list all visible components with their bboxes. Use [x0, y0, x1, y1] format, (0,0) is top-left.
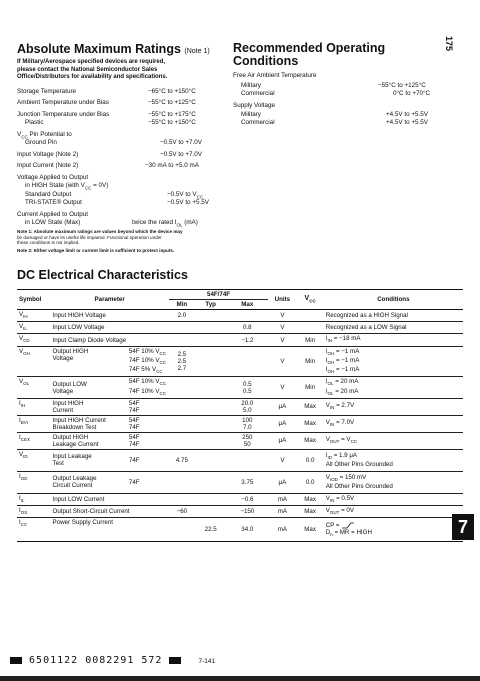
rating-label: Input Current (Note 2) [17, 162, 79, 169]
p: Test [52, 460, 64, 468]
c: = 20 mA [333, 378, 359, 386]
v: 7.0 [243, 423, 252, 431]
sym: I [19, 472, 21, 480]
rec-label: Military [241, 82, 261, 89]
param-cell: Input Clamp Diode Voltage [51, 334, 169, 346]
v: 0.5 [243, 380, 252, 388]
abs-ratings-list [17, 0, 232, 300]
f-sub: CC [159, 390, 167, 396]
max-cell: −1.2 [226, 334, 268, 346]
dc-title: DC Electrical Characteristics [17, 268, 188, 282]
family-cell [127, 415, 169, 432]
page-number: 175 [444, 36, 454, 52]
ls-sub: OL [176, 222, 183, 228]
rating-value: −0.5V to +7.0V [160, 151, 203, 158]
symbol-cell [17, 493, 51, 505]
cond-cell [324, 506, 463, 518]
param-cell: Input HIGH Voltage [51, 310, 169, 322]
p: Input Leakage [52, 453, 92, 461]
section-tab: 7 [452, 514, 474, 540]
vcc-sub: CC [21, 134, 28, 140]
c: V [325, 402, 330, 410]
min-cell [169, 346, 195, 377]
c: I [325, 452, 328, 460]
sym: V [19, 378, 24, 386]
f: 74F [128, 440, 140, 448]
col-family: 54F/74F [169, 290, 268, 300]
c: I [325, 347, 328, 355]
footer [10, 655, 215, 666]
c: I [325, 335, 328, 343]
param-cell: Input LOW Current [51, 493, 169, 505]
table-row [17, 398, 463, 415]
units-cell: V [268, 310, 296, 322]
barcode-block-icon [10, 657, 22, 664]
rating-value [132, 219, 198, 229]
sym: I [19, 399, 21, 407]
symbol-cell [17, 377, 51, 398]
param-cell: Output Short-Circuit Current [51, 506, 169, 518]
sym-sub: IH [23, 314, 28, 320]
rating-label: Input Voltage (Note 2) [17, 151, 79, 158]
table-row [17, 322, 463, 334]
units-cell: μA [268, 415, 296, 432]
hs-b: = 0V) [91, 182, 109, 189]
vcc-v: V [304, 294, 310, 302]
f-sub: CC [156, 369, 163, 375]
scan-edge [0, 676, 480, 681]
rating-label: TRI-STATE® Output [25, 199, 82, 206]
col-typ: Typ [195, 300, 226, 310]
table-row [17, 432, 463, 449]
table-row [17, 493, 463, 505]
c: V [325, 474, 330, 482]
c: = 1.9 μA [331, 452, 358, 460]
c: = V [339, 436, 351, 444]
sym-sub: OL [23, 381, 30, 387]
max-cell [226, 377, 268, 398]
vcc-cell: Max [297, 493, 324, 505]
p: Leakage Current [52, 440, 99, 448]
min-cell: 4.75 [169, 449, 195, 471]
rating-label: Storage Temperature [17, 88, 77, 95]
col-symbol: Symbol [17, 290, 51, 310]
p: Output LOW [52, 380, 87, 388]
units-cell: V [268, 322, 296, 334]
dc-table [17, 289, 463, 542]
rating-value: −55°C to +175°C [148, 111, 196, 118]
f: 74F 5% V [128, 366, 157, 374]
v: 2.7 [177, 365, 187, 373]
cond-cell [324, 449, 463, 471]
p: Current [52, 406, 74, 414]
table-row [17, 449, 463, 471]
units-cell: μA [268, 432, 296, 449]
table-row [17, 506, 463, 518]
c: = −1 mA [334, 347, 360, 355]
symbol-cell [17, 310, 51, 322]
rec-title-line: Conditions [233, 54, 299, 68]
rec-value: +4.5V to +5.5V [386, 119, 429, 126]
c-sub: OUT [329, 439, 340, 445]
c: = −1 mA [334, 366, 360, 374]
family-cell [127, 346, 169, 377]
param-cell [51, 398, 127, 415]
rating-value: −30 mA to +5.0 mA [145, 162, 199, 169]
typ-cell [195, 310, 226, 322]
abs-max-title-text: Absolute Maximum Ratings [17, 42, 181, 56]
c-sub: IN [327, 338, 332, 344]
hs-a: in HIGH State (with V [25, 182, 85, 189]
units-cell: V [268, 377, 296, 398]
table-row [17, 310, 463, 322]
symbol-cell [17, 322, 51, 334]
rec-value: +4.5V to +5.5V [386, 111, 429, 118]
units-cell: mA [268, 493, 296, 505]
f: 74F 10% V [128, 387, 160, 395]
max-cell [226, 432, 268, 449]
table-row [17, 471, 463, 493]
rating-value: −55°C to +125°C [148, 99, 196, 106]
sym: I [19, 433, 21, 441]
vcc-cell: Max [297, 518, 324, 542]
sym: I [19, 519, 21, 527]
param-cell [51, 432, 127, 449]
c-sub: ID [327, 455, 332, 461]
cond-cell [324, 334, 463, 346]
vcc-cell: Max [297, 432, 324, 449]
sym: V [19, 311, 24, 318]
abs-intro-line: please contact the National Semiconductor Sales [17, 66, 158, 73]
vcc-cell: Min [297, 334, 324, 346]
abs-intro-line: Office/Distributors for availability and specifications. [17, 74, 168, 81]
c: = MR = HIGH [332, 528, 372, 536]
c: I [325, 366, 328, 374]
p: Voltage [52, 354, 74, 362]
rating-label: Junction Temperature under Bias [17, 111, 110, 118]
f: 74F 10% V [128, 356, 160, 364]
rating-label: in LOW State (Max) [25, 219, 81, 226]
sym: V [19, 335, 24, 343]
f: 54F [128, 416, 140, 424]
max-cell: 0.8 [226, 322, 268, 334]
rating-label: Ambient Temperature under Bias [17, 99, 109, 106]
cond-cell [324, 471, 463, 493]
sym-sub: BVI [20, 420, 28, 426]
param-cell [51, 346, 127, 377]
min-cell: 2.0 [169, 310, 195, 322]
col-conditions: Conditions [324, 290, 463, 310]
c: = 7.0V [334, 419, 355, 427]
table-row [17, 415, 463, 432]
units-cell: μA [268, 398, 296, 415]
cond-cell [324, 493, 463, 505]
units-cell: V [268, 334, 296, 346]
param-cell [51, 471, 127, 493]
sym-sub: IL [23, 326, 27, 332]
v: 0.5 [243, 387, 252, 395]
rec-value: 0°C to +70°C [393, 90, 431, 97]
barcode-text: 6501122 0082291 572 [29, 655, 163, 666]
c: V [325, 494, 330, 502]
c: All Other Pins Grounded [325, 461, 393, 469]
c-sub: OH [327, 360, 335, 366]
rating-value: −0.5V to +7.0V [160, 139, 203, 146]
vcc-rest: Pin Potential to [27, 131, 72, 138]
max-cell: 34.0 [226, 518, 268, 542]
sym-sub: OD [20, 476, 28, 482]
rec-label: Supply Voltage [233, 102, 276, 109]
v: 2.5 [177, 351, 187, 359]
table-row [17, 377, 463, 398]
symbol-cell [17, 471, 51, 493]
rec-label: Commercial [241, 90, 275, 97]
rec-value: −55°C to +125°C [378, 82, 426, 89]
vcc-v: V [17, 131, 22, 138]
c: V [325, 436, 330, 444]
p: Circuit Current [52, 482, 93, 490]
vcc-cell: 0.0 [297, 449, 324, 471]
c: V [325, 507, 330, 515]
sym: V [19, 323, 24, 331]
p: Output HIGH [52, 347, 89, 355]
abs-intro-line: If Military/Aerospace specified devices are required, [17, 59, 166, 65]
f: 54F 10% V [128, 347, 160, 355]
family-cell: 74F [127, 471, 169, 493]
rating-label: Standard Output [25, 191, 72, 198]
note-line: Note 1: Absolute maximum ratings are values beyond which the device may [17, 229, 183, 234]
rating-label: Voltage Applied to Output [17, 174, 89, 181]
symbol-cell [17, 506, 51, 518]
sym: V [19, 347, 24, 355]
symbol-cell [17, 415, 51, 432]
sym: I [19, 416, 21, 424]
c: = 150 mV [337, 474, 367, 482]
f: 54F [128, 433, 140, 441]
f: 54F 10% V [128, 378, 160, 386]
rec-label: Commercial [241, 119, 275, 126]
note-line: Note 2: Either voltage limit or current limit is sufficient to protect inputs. [17, 247, 175, 253]
clock-pulse-icon [341, 522, 355, 529]
p: Input HIGH Current [52, 416, 106, 424]
p: Breakdown Test [52, 423, 97, 431]
family-cell: 74F [127, 449, 169, 471]
c-sub: OH [327, 350, 335, 356]
sym-sub: IH [20, 403, 26, 409]
vcc-cell: Min [297, 377, 324, 398]
vcc-cell: Min [297, 346, 324, 377]
vcc-cell: Max [297, 415, 324, 432]
v: 50 [243, 440, 251, 448]
sym: I [19, 494, 21, 502]
table-row [17, 518, 463, 542]
c: CP = [325, 521, 342, 529]
typ-cell: 22.5 [195, 518, 226, 542]
c-sub: OH [327, 369, 335, 375]
param-cell: Power Supply Current [51, 518, 169, 542]
col-units: Units [268, 290, 296, 310]
table-row [17, 334, 463, 346]
cond-cell: Recognized as a HIGH Signal [324, 310, 463, 322]
f-sub: CC [159, 381, 167, 387]
rec-label: Free Air Ambient Temperature [233, 72, 317, 79]
min-cell: −60 [169, 506, 195, 518]
vcc-cell [297, 310, 324, 322]
max-cell: −0.6 [226, 493, 268, 505]
c-sub: IN [329, 405, 335, 411]
max-cell [226, 415, 268, 432]
c-sub: IN [329, 498, 335, 504]
param-cell: Input LOW Voltage [51, 322, 169, 334]
v: 20.0 [241, 399, 254, 407]
cond-cell [324, 398, 463, 415]
note-line: these conditions is not implied. [17, 240, 80, 246]
symbol-cell [17, 518, 51, 542]
family-cell [127, 398, 169, 415]
v: 250 [242, 433, 253, 441]
units-cell: V [268, 449, 296, 471]
vcc-cell: Max [297, 506, 324, 518]
rec-title-line: Recommended Operating [233, 41, 386, 55]
f: 74F [128, 423, 140, 431]
p: Output Leakage [52, 475, 97, 483]
c: I [325, 356, 328, 364]
units-cell: mA [268, 506, 296, 518]
f-sub: CC [159, 360, 167, 366]
rating-value: −55°C to +150°C [148, 119, 196, 126]
rating-label: Current Applied to Output [17, 211, 89, 218]
cond-cell [324, 518, 463, 542]
col-max: Max [226, 300, 268, 310]
symbol-cell [17, 432, 51, 449]
c2: = −18 mA [331, 335, 361, 343]
ls-a: twice the rated I [132, 219, 177, 226]
c: = 20 mA [333, 387, 359, 395]
vcc-cell: 0.0 [297, 471, 324, 493]
param-cell [51, 415, 127, 432]
units-cell: mA [268, 518, 296, 542]
sym: V [19, 450, 24, 458]
sym: I [19, 507, 21, 515]
symbol-cell [17, 398, 51, 415]
family-cell [127, 432, 169, 449]
f: 74F [128, 406, 140, 414]
max-cell [226, 398, 268, 415]
c-sub: OUT [329, 510, 340, 516]
c-sub: n [330, 532, 333, 538]
sym-sub: CC [20, 522, 28, 528]
c: All Other Pins Grounded [325, 483, 393, 491]
sym-sub: CD [23, 338, 30, 344]
barcode-block-icon [169, 657, 181, 664]
c-sub: IOD [329, 477, 338, 483]
param-cell [51, 449, 127, 471]
p: Voltage [52, 387, 74, 395]
family-cell [127, 377, 169, 398]
units-cell: V [268, 346, 296, 377]
c: = −1 mA [334, 356, 360, 364]
max-cell: −150 [226, 506, 268, 518]
rating-label: Plastic [25, 119, 44, 126]
col-parameter: Parameter [51, 290, 169, 310]
ls-b: (mA) [182, 219, 198, 226]
col-vcc [297, 290, 324, 310]
p: Output HIGH [52, 433, 89, 441]
abs-max-note-ref: (Note 1) [184, 48, 210, 55]
rating-label: Ground Pin [25, 139, 57, 146]
max-cell: 3.75 [226, 471, 268, 493]
symbol-cell [17, 449, 51, 471]
v: 2.5 [177, 358, 187, 366]
v: 5.0 [243, 406, 252, 414]
rating-value: −0.5V to +5.5V [167, 199, 210, 206]
footer-page: 7-141 [198, 658, 216, 665]
sym-sub: ID [23, 454, 28, 460]
std-a: −0.5V to V [167, 191, 197, 198]
note-line: be damaged or have its useful life impaired. Functional operation under [17, 234, 162, 240]
max-cell [226, 310, 268, 322]
c: = 0V [339, 507, 354, 515]
c-sub: IN [329, 422, 335, 428]
symbol-cell [17, 334, 51, 346]
std-sub: CC [196, 194, 204, 200]
cond-cell [324, 377, 463, 398]
sym-sub: IL [20, 498, 25, 504]
f: 54F [128, 399, 140, 407]
c: = 0.5V [334, 494, 355, 502]
v: 100 [242, 416, 253, 424]
rec-label: Military [241, 111, 261, 118]
vcc-sub: CC [309, 298, 316, 304]
c: V [325, 419, 330, 427]
hs-sub: CC [84, 185, 92, 191]
f-sub: CC [159, 350, 167, 356]
col-min: Min [169, 300, 195, 310]
cond-cell [324, 346, 463, 377]
rating-value: −65°C to +150°C [148, 88, 196, 95]
table-row [17, 346, 463, 377]
cond-cell: Recognized as a LOW Signal [324, 322, 463, 334]
c-sub: OL [327, 390, 334, 396]
abs-note-1 [17, 229, 183, 253]
cond-cell [324, 432, 463, 449]
param-cell [51, 377, 127, 398]
units-cell: μA [268, 471, 296, 493]
c: I [325, 378, 328, 386]
sym-sub: OS [20, 510, 28, 516]
c-sub: CC [350, 439, 358, 445]
cond-cell [324, 415, 463, 432]
c-sub: OL [327, 381, 334, 387]
vcc-cell: Max [297, 398, 324, 415]
c: D [325, 528, 331, 536]
rec-op-list [233, 0, 433, 140]
c: = 2.7V [334, 402, 355, 410]
sym-sub: CEX [20, 437, 30, 443]
sym-sub: OH [23, 350, 30, 356]
c: I [325, 387, 328, 395]
p: Input HIGH [52, 399, 84, 407]
symbol-cell [17, 346, 51, 377]
